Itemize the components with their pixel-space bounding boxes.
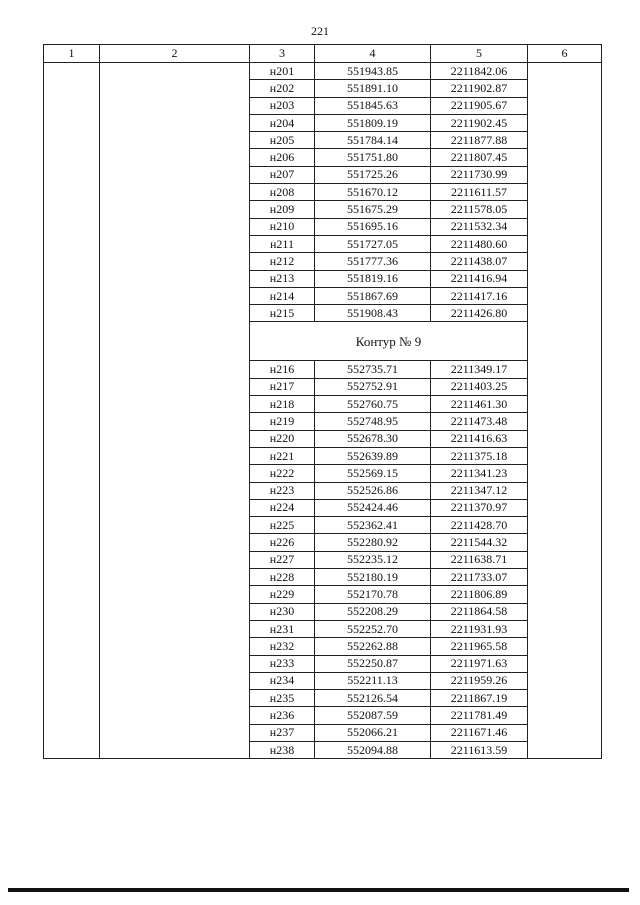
point-name-cell: н213 (250, 270, 315, 287)
point-name-cell: н227 (250, 551, 315, 568)
x-coordinate-cell: 551943.85 (315, 63, 431, 80)
x-coordinate-cell: 552735.71 (315, 361, 431, 378)
x-coordinate-cell: 552424.46 (315, 499, 431, 516)
point-name-cell: н220 (250, 430, 315, 447)
x-coordinate-cell: 552362.41 (315, 517, 431, 534)
y-coordinate-cell: 2211842.06 (431, 63, 528, 80)
x-coordinate-cell: 551809.19 (315, 114, 431, 131)
col2-blank-cell (100, 63, 250, 759)
x-coordinate-cell: 552678.30 (315, 430, 431, 447)
y-coordinate-cell: 2211416.63 (431, 430, 528, 447)
column-header: 4 (315, 45, 431, 63)
point-name-cell: н202 (250, 80, 315, 97)
point-name-cell: н233 (250, 655, 315, 672)
y-coordinate-cell: 2211931.93 (431, 620, 528, 637)
x-coordinate-cell: 552211.13 (315, 672, 431, 689)
point-name-cell: н215 (250, 305, 315, 322)
point-name-cell: н236 (250, 707, 315, 724)
y-coordinate-cell: 2211781.49 (431, 707, 528, 724)
point-name-cell: н226 (250, 534, 315, 551)
x-coordinate-cell: 552280.92 (315, 534, 431, 551)
table-header-row (44, 45, 602, 63)
x-coordinate-cell: 551784.14 (315, 132, 431, 149)
coordinates-table (43, 44, 602, 759)
point-name-cell: н216 (250, 361, 315, 378)
point-name-cell: н231 (250, 620, 315, 637)
y-coordinate-cell: 2211807.45 (431, 149, 528, 166)
x-coordinate-cell: 552752.91 (315, 378, 431, 395)
y-coordinate-cell: 2211638.71 (431, 551, 528, 568)
x-coordinate-cell: 551675.29 (315, 201, 431, 218)
x-coordinate-cell: 552526.86 (315, 482, 431, 499)
x-coordinate-cell: 551819.16 (315, 270, 431, 287)
x-coordinate-cell: 551891.10 (315, 80, 431, 97)
point-name-cell: н237 (250, 724, 315, 741)
y-coordinate-cell: 2211370.97 (431, 499, 528, 516)
x-coordinate-cell: 552066.21 (315, 724, 431, 741)
point-name-cell: н221 (250, 447, 315, 464)
y-coordinate-cell: 2211867.19 (431, 690, 528, 707)
point-name-cell: н218 (250, 396, 315, 413)
y-coordinate-cell: 2211733.07 (431, 569, 528, 586)
x-coordinate-cell: 552250.87 (315, 655, 431, 672)
point-name-cell: н238 (250, 741, 315, 758)
point-name-cell: н205 (250, 132, 315, 149)
x-coordinate-cell: 552639.89 (315, 447, 431, 464)
x-coordinate-cell: 552126.54 (315, 690, 431, 707)
y-coordinate-cell: 2211902.45 (431, 114, 528, 131)
point-name-cell: н234 (250, 672, 315, 689)
y-coordinate-cell: 2211375.18 (431, 447, 528, 464)
column-header: 1 (44, 45, 100, 63)
x-coordinate-cell: 552760.75 (315, 396, 431, 413)
point-name-cell: н208 (250, 184, 315, 201)
y-coordinate-cell: 2211416.94 (431, 270, 528, 287)
point-name-cell: н212 (250, 253, 315, 270)
y-coordinate-cell: 2211461.30 (431, 396, 528, 413)
point-name-cell: н228 (250, 569, 315, 586)
table-row (44, 63, 602, 80)
x-coordinate-cell: 552262.88 (315, 638, 431, 655)
y-coordinate-cell: 2211347.12 (431, 482, 528, 499)
y-coordinate-cell: 2211611.57 (431, 184, 528, 201)
y-coordinate-cell: 2211544.32 (431, 534, 528, 551)
x-coordinate-cell: 551867.69 (315, 287, 431, 304)
y-coordinate-cell: 2211438.07 (431, 253, 528, 270)
y-coordinate-cell: 2211426.80 (431, 305, 528, 322)
table-body (44, 63, 602, 759)
point-name-cell: н201 (250, 63, 315, 80)
point-name-cell: н232 (250, 638, 315, 655)
column-header: 6 (528, 45, 602, 63)
y-coordinate-cell: 2211349.17 (431, 361, 528, 378)
bottom-divider (8, 888, 629, 892)
x-coordinate-cell: 551670.12 (315, 184, 431, 201)
x-coordinate-cell: 552170.78 (315, 586, 431, 603)
contour-heading: Контур № 9 (250, 322, 528, 361)
y-coordinate-cell: 2211532.34 (431, 218, 528, 235)
y-coordinate-cell: 2211341.23 (431, 465, 528, 482)
point-name-cell: н235 (250, 690, 315, 707)
y-coordinate-cell: 2211428.70 (431, 517, 528, 534)
x-coordinate-cell: 551725.26 (315, 166, 431, 183)
point-name-cell: н207 (250, 166, 315, 183)
point-name-cell: н206 (250, 149, 315, 166)
y-coordinate-cell: 2211902.87 (431, 80, 528, 97)
x-coordinate-cell: 551695.16 (315, 218, 431, 235)
page-number: 221 (311, 24, 329, 38)
y-coordinate-cell: 2211671.46 (431, 724, 528, 741)
y-coordinate-cell: 2211965.58 (431, 638, 528, 655)
col6-blank-cell (528, 63, 602, 759)
x-coordinate-cell: 552748.95 (315, 413, 431, 430)
y-coordinate-cell: 2211730.99 (431, 166, 528, 183)
column-header: 2 (100, 45, 250, 63)
x-coordinate-cell: 552094.88 (315, 741, 431, 758)
y-coordinate-cell: 2211417.16 (431, 287, 528, 304)
y-coordinate-cell: 2211864.58 (431, 603, 528, 620)
y-coordinate-cell: 2211578.05 (431, 201, 528, 218)
point-name-cell: н209 (250, 201, 315, 218)
x-coordinate-cell: 551751.80 (315, 149, 431, 166)
point-name-cell: н224 (250, 499, 315, 516)
x-coordinate-cell: 552180.19 (315, 569, 431, 586)
point-name-cell: н204 (250, 114, 315, 131)
x-coordinate-cell: 552235.12 (315, 551, 431, 568)
y-coordinate-cell: 2211403.25 (431, 378, 528, 395)
x-coordinate-cell: 551727.05 (315, 235, 431, 252)
y-coordinate-cell: 2211877.88 (431, 132, 528, 149)
y-coordinate-cell: 2211905.67 (431, 97, 528, 114)
x-coordinate-cell: 552208.29 (315, 603, 431, 620)
x-coordinate-cell: 552569.15 (315, 465, 431, 482)
point-name-cell: н223 (250, 482, 315, 499)
x-coordinate-cell: 551908.43 (315, 305, 431, 322)
x-coordinate-cell: 552252.70 (315, 620, 431, 637)
point-name-cell: н217 (250, 378, 315, 395)
point-name-cell: н229 (250, 586, 315, 603)
y-coordinate-cell: 2211480.60 (431, 235, 528, 252)
point-name-cell: н219 (250, 413, 315, 430)
col1-blank-cell (44, 63, 100, 759)
x-coordinate-cell: 551845.63 (315, 97, 431, 114)
x-coordinate-cell: 551777.36 (315, 253, 431, 270)
y-coordinate-cell: 2211613.59 (431, 741, 528, 758)
point-name-cell: н225 (250, 517, 315, 534)
point-name-cell: н203 (250, 97, 315, 114)
point-name-cell: н230 (250, 603, 315, 620)
x-coordinate-cell: 552087.59 (315, 707, 431, 724)
y-coordinate-cell: 2211473.48 (431, 413, 528, 430)
y-coordinate-cell: 2211959.26 (431, 672, 528, 689)
y-coordinate-cell: 2211806.89 (431, 586, 528, 603)
point-name-cell: н214 (250, 287, 315, 304)
column-header: 5 (431, 45, 528, 63)
point-name-cell: н210 (250, 218, 315, 235)
point-name-cell: н222 (250, 465, 315, 482)
y-coordinate-cell: 2211971.63 (431, 655, 528, 672)
point-name-cell: н211 (250, 235, 315, 252)
column-header: 3 (250, 45, 315, 63)
